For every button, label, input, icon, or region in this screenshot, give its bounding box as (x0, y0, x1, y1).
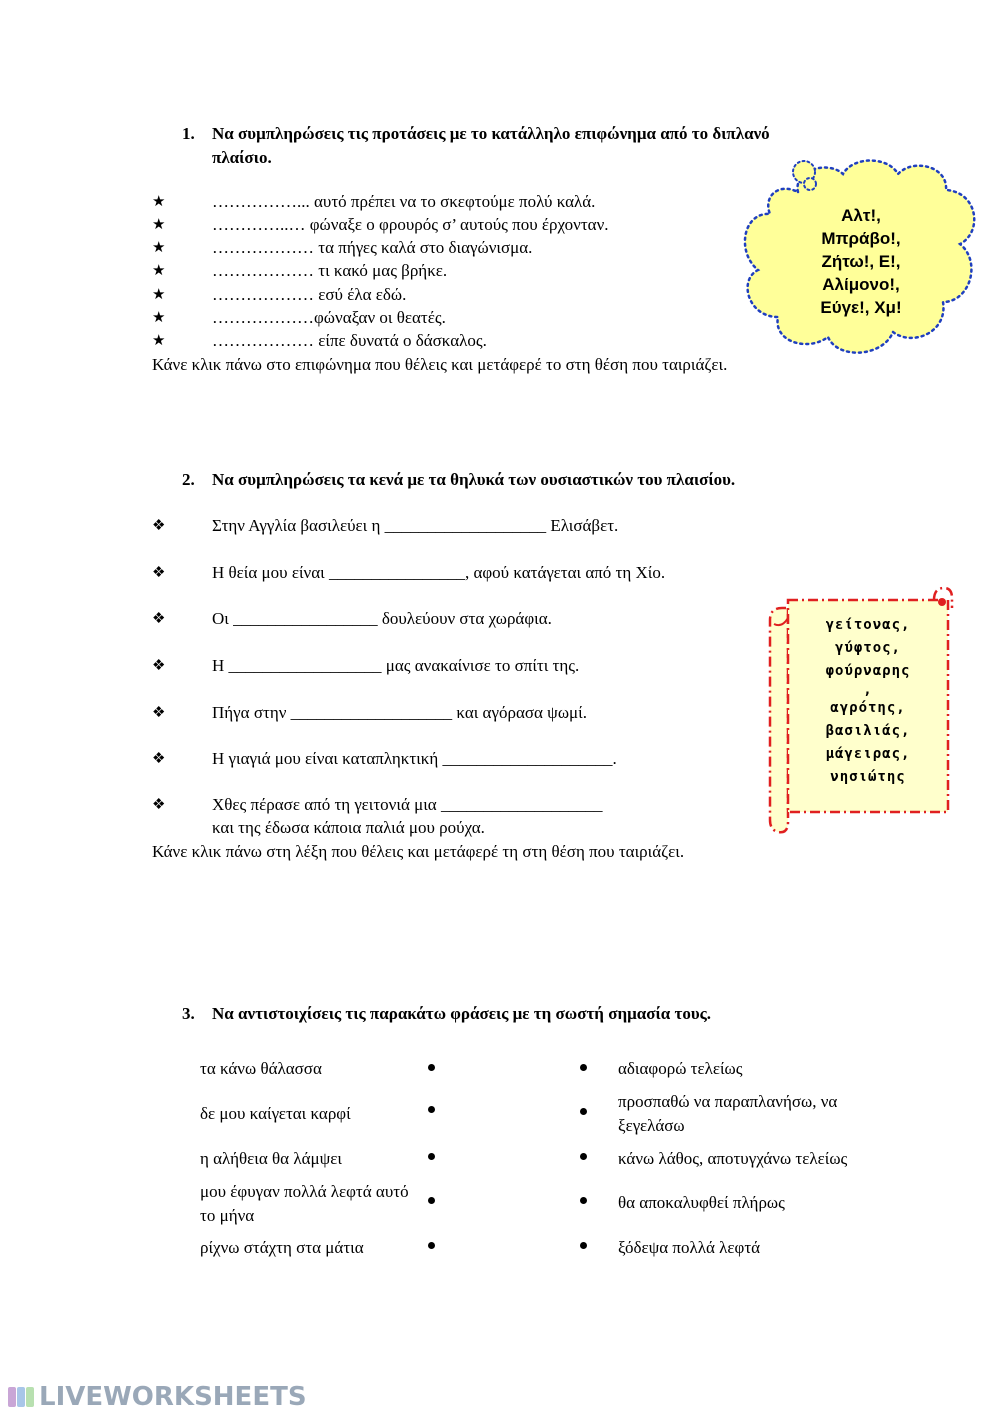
liveworksheets-logo (6, 1380, 307, 1414)
match-left-dot[interactable] (428, 1064, 435, 1071)
cloud-word[interactable]: Αλίμονο!, (822, 275, 900, 294)
diamond-bullet-icon: ❖ (152, 658, 166, 674)
match-right-dot[interactable] (580, 1153, 587, 1160)
cloud-word-list (786, 204, 936, 319)
diamond-bullet-icon: ❖ (152, 797, 166, 813)
star-bullet-icon: ★ (152, 287, 166, 303)
sentence-row[interactable]: ………………φώναξαν οι θεατές. (212, 308, 446, 327)
section-3-number: 3. (182, 1004, 195, 1023)
sentence-row[interactable]: ……………… τα πήγες καλά στο διαγώνισμα. (212, 238, 533, 257)
fill-blank-row-continuation: και της έδωσα κάποια παλιά μου ρούχα. (212, 818, 485, 837)
section-3-heading (182, 1002, 842, 1026)
section-2-number: 2. (182, 470, 195, 489)
scroll-word[interactable]: φούρναρης (825, 663, 911, 679)
match-left-dot[interactable] (428, 1197, 435, 1204)
match-right-item: αδιαφορώ τελείως (618, 1059, 743, 1078)
star-bullet-icon: ★ (152, 217, 166, 233)
diamond-bullet-icon: ❖ (152, 751, 166, 767)
sentence-row[interactable]: …………..… φώναξε ο φρουρός σ’ αυτούς που έρχονταν. (212, 215, 609, 234)
match-right-item: προσπαθώ να παραπλανήσω, να ξεγελάσω (618, 1092, 838, 1135)
star-bullet-icon: ★ (152, 194, 166, 210)
section-1-instruction: Κάνε κλικ πάνω στο επιφώνημα που θέλεις και μετάφερέ το στη θέση που ταιριάζει. (152, 355, 728, 374)
scroll-word[interactable]: μάγειρας, (825, 746, 911, 762)
sentence-row[interactable]: ……………… είπε δυνατά ο δάσκαλος. (212, 331, 487, 350)
star-bullet-icon: ★ (152, 310, 166, 326)
sentence-row[interactable]: ……………… τι κακό μας βρήκε. (212, 261, 448, 280)
fill-blank-row[interactable]: Η θεία μου είναι ________________, αφού κατάγεται από τη Χίο. (212, 563, 666, 582)
match-right-dot[interactable] (580, 1242, 587, 1249)
match-right-item: κάνω λάθος, αποτυγχάνω τελείως (618, 1149, 848, 1168)
match-right-item: ξόδεψα πολλά λεφτά (618, 1238, 761, 1257)
section-2-heading (182, 468, 842, 492)
match-left-item: η αλήθεια θα λάμψει (200, 1149, 342, 1168)
match-right-dot[interactable] (580, 1108, 587, 1115)
star-bullet-icon: ★ (152, 333, 166, 349)
scroll-word: , (863, 682, 873, 698)
section-1-title: Να συμπληρώσεις τις προτάσεις με το κατάλληλο επιφώνημα από το διπλανό πλαίσιο. (212, 124, 770, 167)
diamond-bullet-icon: ❖ (152, 705, 166, 721)
diamond-bullet-icon: ❖ (152, 565, 166, 581)
logo-icon (6, 1384, 36, 1410)
cloud-word[interactable]: Εύγε!, Χμ! (820, 298, 902, 317)
match-left-item: μου έφυγαν πολλά λεφτά αυτό το μήνα (200, 1182, 409, 1225)
fill-blank-row[interactable]: Στην Αγγλία βασιλεύει η ___________________ Ελισάβετ. (212, 516, 619, 535)
match-left-item: ρίχνω στάχτη στα μάτια (200, 1238, 364, 1257)
scroll-word[interactable]: αγρότης, (830, 700, 906, 716)
section-1-number: 1. (182, 124, 195, 143)
fill-blank-row[interactable]: Χθες πέρασε από τη γειτονιά μια ___________________ (212, 795, 603, 814)
section-2-instruction: Κάνε κλικ πάνω στη λέξη που θέλεις και μετάφερέ τη στη θέση που ταιριάζει. (152, 842, 685, 861)
star-bullet-icon: ★ (152, 263, 166, 279)
match-right-dot[interactable] (580, 1064, 587, 1071)
section-2-title: Να συμπληρώσεις τα κενά με τα θηλυκά των ουσιαστικών του πλαισίου. (212, 470, 736, 489)
logo-text: LIVEWORKSHEETS (39, 1382, 307, 1412)
fill-blank-row[interactable]: Η γιαγιά μου είναι καταπληκτική ____________________. (212, 749, 617, 768)
section-3-title: Να αντιστοιχίσεις τις παρακάτω φράσεις με τη σωστή σημασία τους. (212, 1004, 712, 1023)
match-left-dot[interactable] (428, 1242, 435, 1249)
fill-blank-row[interactable]: Πήγα στην ___________________ και αγόρασα ψωμί. (212, 703, 587, 722)
match-left-dot[interactable] (428, 1153, 435, 1160)
sentence-row[interactable]: ……………… εσύ έλα εδώ. (212, 285, 407, 304)
cloud-word[interactable]: Ζήτω!, Ε!, (821, 252, 901, 271)
match-left-dot[interactable] (428, 1106, 435, 1113)
match-right-dot[interactable] (580, 1197, 587, 1204)
sentence-row[interactable]: ……………... αυτό πρέπει να το σκεφτούμε πολύ καλά. (212, 192, 596, 211)
cloud-word[interactable]: Μπράβο!, (821, 229, 901, 248)
star-bullet-icon: ★ (152, 240, 166, 256)
scroll-word[interactable]: γείτονας, (825, 617, 911, 633)
scroll-word[interactable]: νησιώτης (830, 769, 906, 785)
diamond-bullet-icon: ❖ (152, 611, 166, 627)
section-1-heading (182, 122, 822, 172)
fill-blank-row[interactable]: Οι _________________ δουλεύουν στα χωράφια. (212, 609, 552, 628)
scroll-word-list (790, 614, 946, 789)
scroll-word[interactable]: βασιλιάς, (825, 723, 911, 739)
scroll-word[interactable]: γύφτος, (834, 640, 901, 656)
noun-scroll (766, 584, 956, 836)
match-right-item: θα αποκαλυφθεί πλήρως (618, 1193, 785, 1212)
cloud-word[interactable]: Αλτ!, (841, 206, 881, 225)
diamond-bullet-icon: ❖ (152, 518, 166, 534)
fill-blank-row[interactable]: Η __________________ μας ανακαίνισε το σπίτι της. (212, 656, 580, 675)
interjection-cloud (738, 152, 982, 366)
match-left-item: δε μου καίγεται καρφί (200, 1104, 351, 1123)
match-left-item: τα κάνω θάλασσα (200, 1059, 322, 1078)
